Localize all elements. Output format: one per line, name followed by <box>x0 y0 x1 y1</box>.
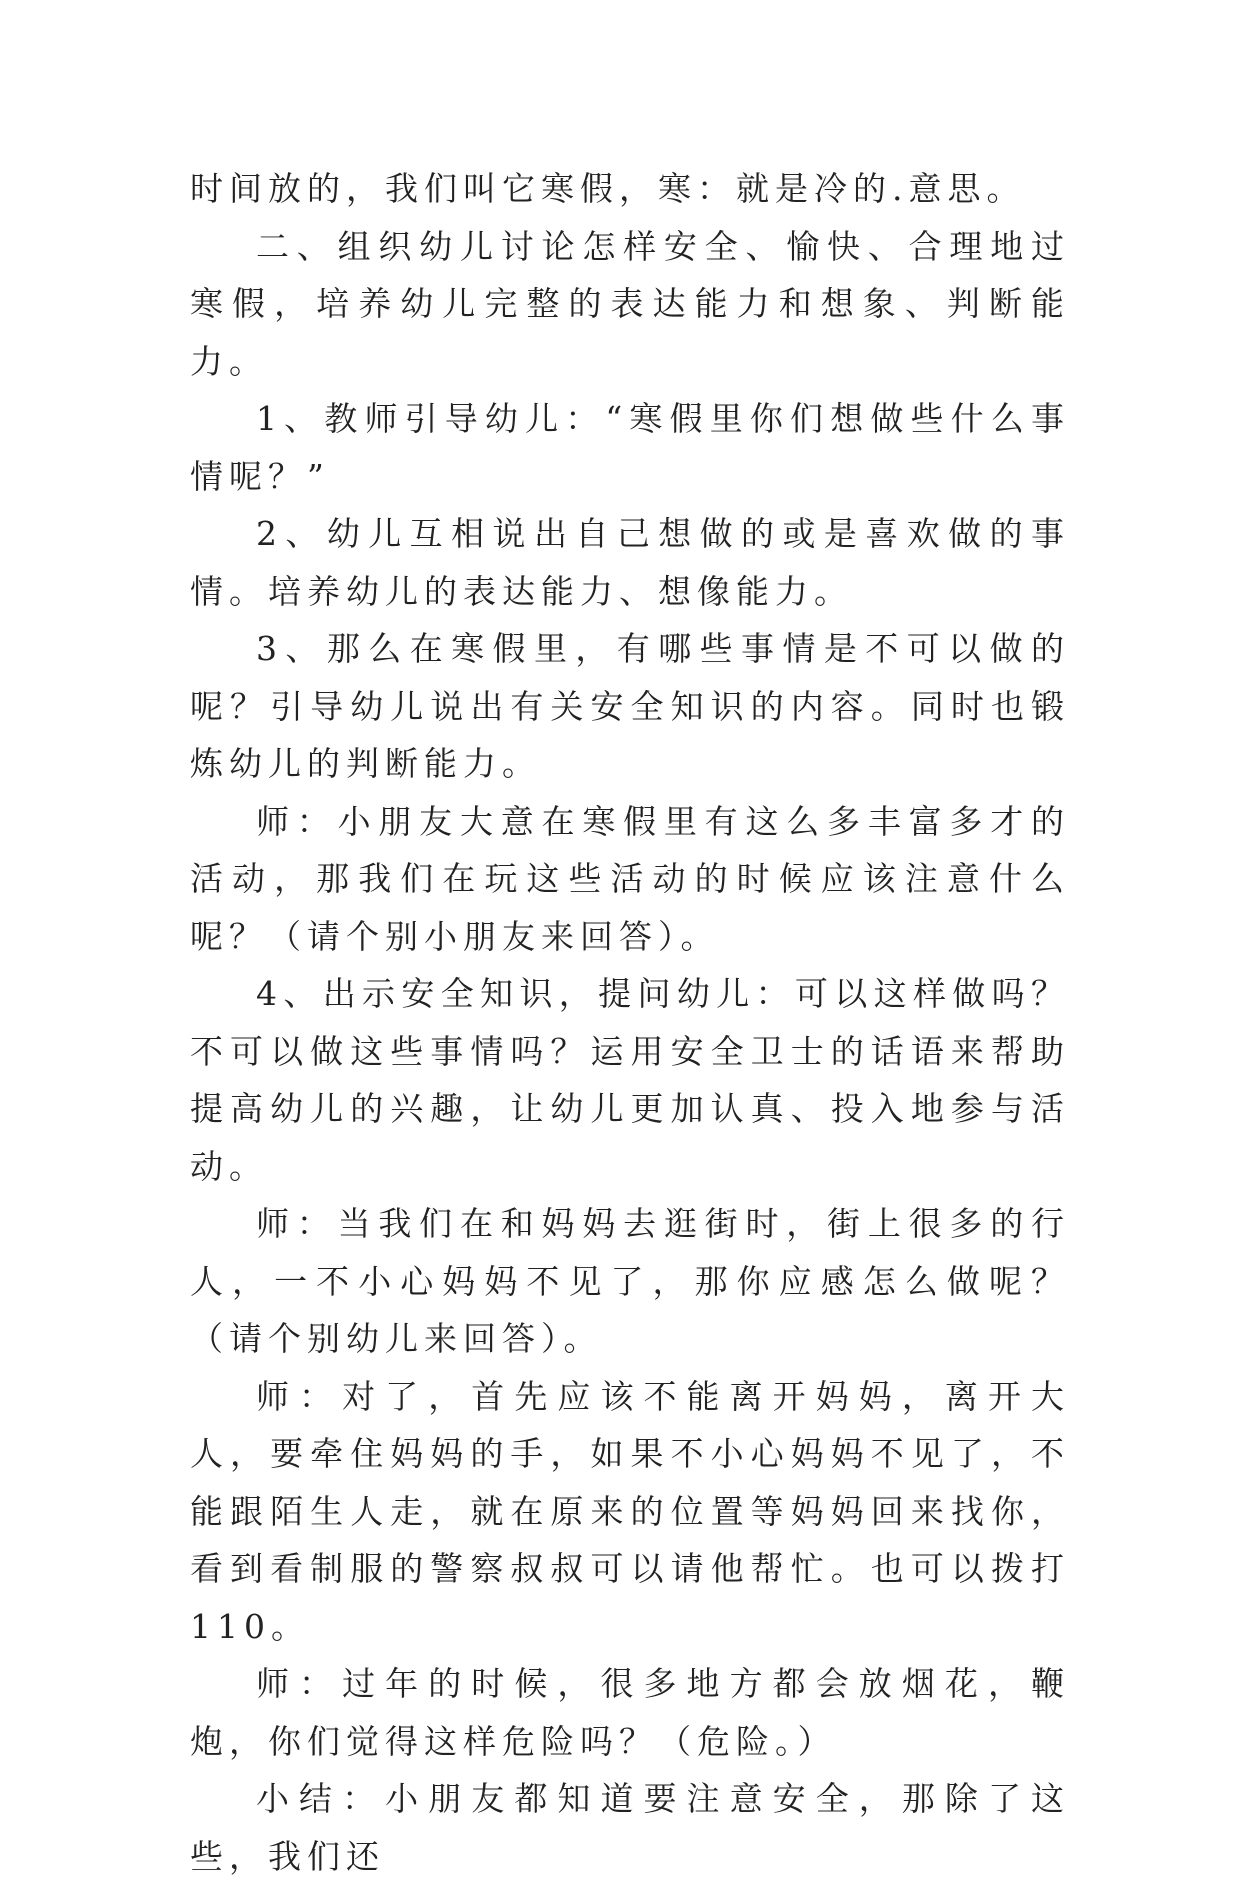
document-body <box>190 160 1070 1885</box>
paragraph: 小结：小朋友都知道要注意安全，那除了这些，我们还 <box>190 1779 1070 1876</box>
paragraph: 4、出示安全知识，提问幼儿：可以这样做吗？不可以做这些事情吗？运用安全卫士的话语来帮助提高幼儿的兴趣，让幼儿更加认真、投入地参与活动。 <box>190 974 1070 1186</box>
paragraph: 师：对了，首先应该不能离开妈妈，离开大人，要牵住妈妈的手，如果不小心妈妈不见了，不能跟陌生人走，就在原来的位置等妈妈回来找你，看到看制服的警察叔叔可以请他帮忙。也可以拨打 110。 <box>190 1376 1070 1646</box>
paragraph: 3、那么在寒假里，有哪些事情是不可以做的呢？引导幼儿说出有关安全知识的内容。同时也锻炼幼儿的判断能力。 <box>190 629 1070 783</box>
paragraph: 时间放的，我们叫它寒假，寒：就是冷的.意思。 <box>190 169 1026 208</box>
paragraph: 师：小朋友大意在寒假里有这么多丰富多才的活动，那我们在玩这些活动的时候应该注意什么呢？（请个别小朋友来回答）。 <box>190 801 1070 956</box>
paragraph: 师：过年的时候，很多地方都会放烟花，鞭炮，你们觉得这样危险吗？（危险。） <box>190 1664 1070 1761</box>
paragraph: 师：当我们在和妈妈去逛街时，街上很多的行人，一不小心妈妈不见了，那你应感怎么做呢？（请个别幼儿来回答）。 <box>190 1204 1070 1358</box>
paragraph: 二、组织幼儿讨论怎样安全、愉快、合理地过寒假，培养幼儿完整的表达能力和想象、判断能力。 <box>190 226 1070 381</box>
paragraph: 1、教师引导幼儿：“寒假里你们想做些什么事情呢？” <box>190 399 1070 496</box>
paragraph: 2、幼儿互相说出自己想做的或是喜欢做的事情。培养幼儿的表达能力、想像能力。 <box>190 514 1070 611</box>
